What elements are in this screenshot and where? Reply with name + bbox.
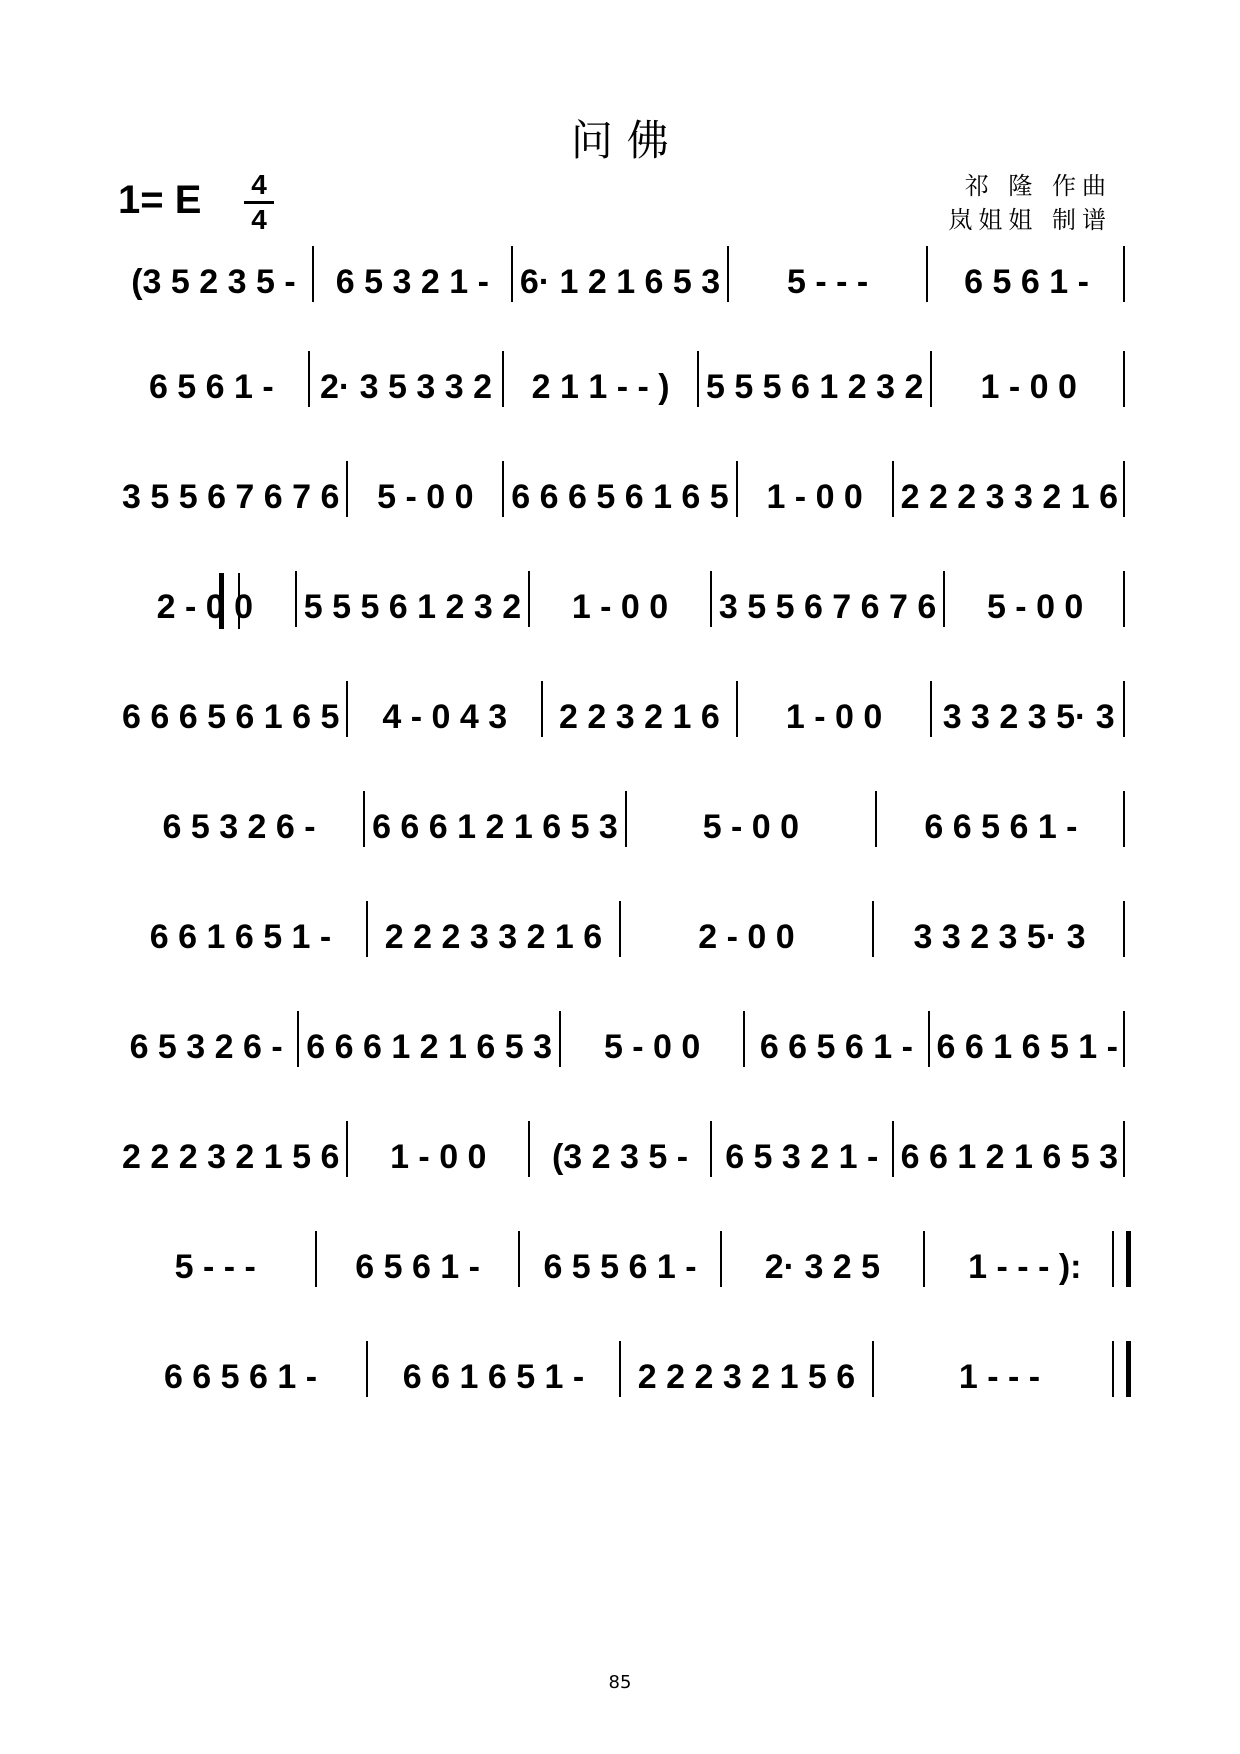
key-signature: 1= E [118, 178, 202, 222]
time-signature [244, 170, 274, 235]
repeat-start-barline [219, 573, 240, 629]
page-number: 85 [608, 1672, 632, 1693]
notation-line [115, 1225, 1125, 1295]
measure [894, 1121, 1125, 1177]
measure-notes: 6 6 1 6 5 1 - [936, 1028, 1118, 1066]
measure [115, 901, 368, 957]
measure-notes: (3 2 3 5 - [551, 1138, 689, 1176]
measure [314, 246, 513, 302]
measure [520, 1231, 722, 1287]
measure [504, 351, 699, 407]
measure-notes: 2 2 2 3 3 2 1 6 [384, 918, 603, 956]
notation-line [115, 1335, 1125, 1405]
measure-notes: 3 5 5 6 7 6 7 6 [122, 478, 340, 516]
measure [115, 351, 310, 407]
measure-notes: 6 6 5 6 1 - [759, 1028, 913, 1066]
measure [561, 1011, 745, 1067]
measure-notes: 6 6 1 2 1 6 5 3 [900, 1138, 1119, 1176]
barline [1123, 1121, 1125, 1177]
notation-row [115, 351, 1125, 407]
barline [1123, 791, 1125, 847]
measure-notes: 6 6 6 5 6 1 6 5 [511, 478, 729, 516]
measure [365, 791, 627, 847]
page-title: 问 佛 [570, 116, 670, 165]
measure-notes: 6 5 6 1 - [148, 368, 274, 406]
measure-notes: 6 6 5 6 1 - [163, 1358, 318, 1396]
measure-notes: 2· 3 5 3 3 2 [319, 368, 492, 406]
measure-notes: 6 6 5 6 1 - [924, 808, 1078, 846]
measure [712, 571, 945, 627]
measure [317, 1231, 519, 1287]
measure [738, 681, 933, 737]
measure [930, 1011, 1125, 1067]
measure [348, 461, 504, 517]
notation-row [115, 461, 1125, 517]
barline [1123, 461, 1125, 517]
notation-line [115, 675, 1125, 745]
notation-row [115, 901, 1125, 957]
measure-notes: 6 6 6 1 2 1 6 5 3 [306, 1028, 553, 1066]
time-signature-bottom: 4 [251, 204, 267, 235]
measure-notes: 1 - 0 0 [390, 1138, 487, 1176]
measure [115, 1011, 299, 1067]
measure [299, 1011, 561, 1067]
measure-notes: 1 - 0 0 [785, 698, 883, 736]
notation-line [115, 345, 1125, 415]
measure-notes: 2 2 3 2 1 6 [559, 698, 720, 736]
measure-notes: 5 5 5 6 1 2 3 2 [303, 588, 522, 626]
measure-notes: 6 5 3 2 6 - [162, 808, 316, 846]
measure-notes: 5 - 0 0 [377, 478, 474, 516]
final-barline [1112, 1231, 1131, 1287]
measure-notes: 2 1 1 - - ) [531, 368, 670, 406]
measure-notes: 2 - 0 0 [698, 918, 795, 956]
measure-notes: 2 2 2 3 2 1 5 6 [637, 1358, 856, 1396]
measure [738, 461, 894, 517]
measure [348, 681, 543, 737]
notation-line [115, 895, 1125, 965]
final-barline [1112, 1341, 1131, 1397]
measure-notes: 1 - - - [958, 1358, 1041, 1396]
measure-notes: 3 5 5 6 7 6 7 6 [718, 588, 937, 626]
notation-row [115, 1011, 1125, 1067]
measure [310, 351, 505, 407]
measure-notes: 5 - 0 0 [702, 808, 800, 846]
measure-notes: 1 - 0 0 [571, 588, 669, 626]
measure [504, 461, 737, 517]
notation-line [115, 785, 1125, 855]
notation-row [115, 571, 1125, 627]
measure-notes: 6 5 5 6 1 - [543, 1248, 697, 1286]
measure [513, 246, 729, 302]
transcriber-credit: 岚姐姐 制谱 [948, 206, 1112, 234]
measure [699, 351, 932, 407]
notation-row [115, 1231, 1125, 1287]
measure [368, 1341, 621, 1397]
notation-line [115, 565, 1125, 635]
measure [627, 791, 877, 847]
measure-notes: 1 - 0 0 [980, 368, 1077, 406]
notation-line [115, 1005, 1125, 1075]
measure [621, 901, 874, 957]
notation-row [115, 791, 1125, 847]
notation-line [115, 240, 1125, 310]
measure [348, 1121, 530, 1177]
measure [115, 1121, 348, 1177]
measure [945, 571, 1125, 627]
measure [297, 571, 530, 627]
barline [1123, 246, 1125, 302]
measure [115, 461, 348, 517]
measure-notes: 1 - - - ): [968, 1248, 1082, 1286]
measure-notes: 4 - 0 4 3 [382, 698, 508, 736]
barline [1123, 1011, 1125, 1067]
measure [932, 351, 1125, 407]
measure-notes: 3 3 2 3 5· 3 [942, 698, 1115, 736]
measure [530, 1121, 712, 1177]
measure [894, 461, 1125, 517]
notation-row [115, 246, 1125, 302]
measure-notes: 6 5 6 1 - [355, 1248, 480, 1286]
time-signature-top: 4 [251, 169, 267, 200]
measure-notes: 5 - - - [787, 263, 869, 301]
measure-notes: (3 5 2 3 5 - [131, 263, 296, 301]
measure-notes: 6 5 3 2 6 - [129, 1028, 283, 1066]
measure-notes: 6 5 3 2 1 - [725, 1138, 879, 1176]
measure [543, 681, 738, 737]
measure [874, 1341, 1125, 1397]
measure [729, 246, 928, 302]
measure-notes: 2· 3 2 5 [764, 1248, 881, 1286]
measure [877, 791, 1125, 847]
composer-credit: 祁 隆 作曲 [964, 172, 1112, 200]
measure-notes: 6 5 6 1 - [964, 263, 1089, 301]
measure [925, 1231, 1125, 1287]
barline [1123, 681, 1125, 737]
measure [115, 1341, 368, 1397]
notation-row [115, 681, 1125, 737]
measure-notes: 1 - 0 0 [766, 478, 863, 516]
measure [621, 1341, 874, 1397]
measure [115, 246, 314, 302]
measure-notes: 6 5 3 2 1 - [335, 263, 489, 301]
measure-notes: 2 2 2 3 2 1 5 6 [122, 1138, 340, 1176]
notation-row [115, 1121, 1125, 1177]
measure [115, 681, 348, 737]
notation-line [115, 455, 1125, 525]
notation-row [115, 1341, 1125, 1397]
measure [115, 571, 297, 627]
measure [368, 901, 621, 957]
measure [928, 246, 1125, 302]
measure [722, 1231, 924, 1287]
measure-notes: 5 5 5 6 1 2 3 2 [705, 368, 924, 406]
measure [932, 681, 1125, 737]
measure-notes: 6 6 1 6 5 1 - [149, 918, 332, 956]
measure-notes: 5 - 0 0 [603, 1028, 701, 1066]
measure [115, 1231, 317, 1287]
barline [1123, 571, 1125, 627]
measure-notes: 6 6 1 6 5 1 - [402, 1358, 585, 1396]
measure-notes: 5 - - - [174, 1248, 256, 1286]
measure-notes: 6 6 6 5 6 1 6 5 [122, 698, 340, 736]
barline [1123, 901, 1125, 957]
measure [712, 1121, 894, 1177]
measure-notes: 2 2 2 3 3 2 1 6 [900, 478, 1118, 516]
measure-notes: 6 6 6 1 2 1 6 5 3 [372, 808, 618, 846]
measure [745, 1011, 929, 1067]
measure-notes: 3 3 2 3 5· 3 [913, 918, 1086, 956]
measure [115, 791, 365, 847]
measure-notes: 5 - 0 0 [986, 588, 1084, 626]
measure-notes: 2 - 0 0 [156, 588, 254, 626]
measure-notes: 6· 1 2 1 6 5 3 [519, 263, 721, 301]
measure [874, 901, 1125, 957]
notation-line [115, 1115, 1125, 1185]
measure [530, 571, 712, 627]
barline [1123, 351, 1125, 407]
